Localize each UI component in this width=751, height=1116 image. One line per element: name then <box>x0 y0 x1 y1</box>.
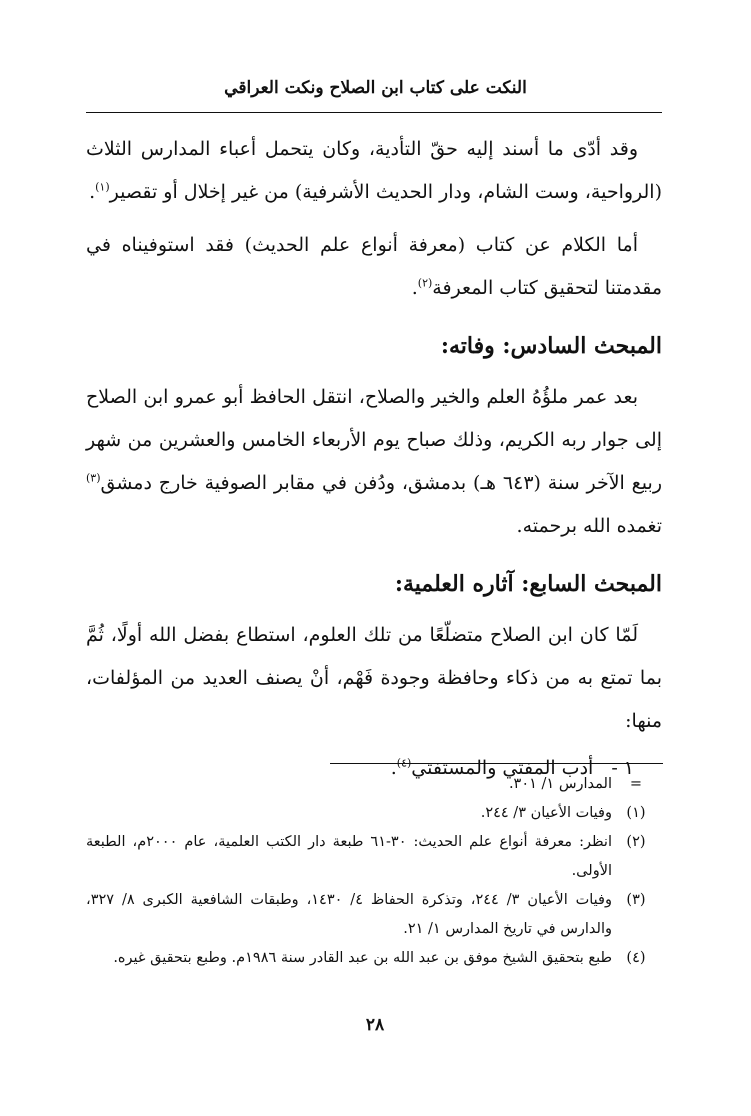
footnote-text: المدارس ١/ ٣٠١. <box>508 776 612 792</box>
paragraph-death-text: بعد عمر ملؤُهُ العلم والخير والصلاح، انتقل الحافظ أبو عمرو ابن الصلاح إلى جوار ربه الكريم، وذلك صباح يوم الأربعاء الخامس والعشرين من شهر ربيع الآخر سنة (٦٤٣ هـ) بدمشق، ودُفن في مقابر الصوفية خارج دمشق <box>86 386 662 494</box>
paragraph-book-end: . <box>411 277 418 299</box>
footnote-mark: (٢) <box>626 834 646 850</box>
footnote-2 <box>86 828 662 886</box>
footnote-text: وفيات الأعيان ٣/ ٢٤٤، وتذكرة الحفاظ ٤/ ١٤٣٠، وطبقات الشافعية الكبرى ٨/ ٣٢٧، والدارس في تاريخ المدارس ١/ ٢١. <box>86 892 612 937</box>
paragraph-death-text-end: تغمده الله برحمته. <box>516 515 662 537</box>
page-number: ٢٨ <box>365 1015 385 1035</box>
section-heading-works: المبحث السابع: آثاره العلمية: <box>394 571 662 597</box>
running-header: النكت على كتاب ابن الصلاح ونكت العراقي <box>224 78 527 98</box>
footnote-ref-2: (٢) <box>417 276 433 290</box>
footnote-text: انظر: معرفة أنواع علم الحديث: ٣٠-٦١ طبعة دار الكتب العلمية، عام ٢٠٠٠م، الطبعة الأولى. <box>86 834 612 879</box>
list-item-number: ١ - <box>611 757 634 779</box>
footnote-1 <box>86 799 662 828</box>
footnote-ref-3: (٣) <box>86 471 101 485</box>
paragraph-death <box>86 376 662 548</box>
section-heading-death: المبحث السادس: وفاته: <box>440 333 662 359</box>
header-rule <box>86 112 662 113</box>
footnote-ref-1: (١) <box>95 180 110 194</box>
list-item-text: أدب المفتي والمستفتي <box>411 757 594 779</box>
footnote-mark: (٤) <box>626 950 646 966</box>
main-text <box>86 128 662 790</box>
paragraph-schools-end: . <box>89 181 96 203</box>
paragraph-schools <box>86 128 662 214</box>
footnote-mark: (٣) <box>626 892 646 908</box>
footnote-mark: (١) <box>626 805 646 821</box>
footnote-ref-4: (٤) <box>396 756 412 770</box>
paragraph-book <box>86 224 662 310</box>
paragraph-schools-text: وقد أدّى ما أسند إليه حقّ التأدية، وكان يتحمل أعباء المدارس الثلاث (الرواحية، وست الشام، ودار الحديث الأشرفية) من غير إخلال أو تقصير <box>86 138 662 203</box>
footnote-text: وفيات الأعيان ٣/ ٢٤٤. <box>480 805 612 821</box>
footnotes <box>86 770 662 973</box>
footnote-3 <box>86 886 662 944</box>
footnote-text: طبع بتحقيق الشيخ موفق بن عبد الله بن عبد القادر سنة ١٩٨٦م. وطبع بتحقيق غيره. <box>113 950 612 966</box>
footnote-4 <box>86 944 662 973</box>
paragraph-works: لَمّا كان ابن الصلاح متضلّعًا من تلك العلوم، استطاع بفضل الله أولًا، ثُمَّ بما تمتع به من ذكاء وحافظة وجودة فَهْم، أنْ يصنف العديد من المؤلفات، منها: <box>86 624 662 732</box>
footnote-rule <box>330 763 663 764</box>
footnote-mark: = <box>629 776 643 792</box>
paragraph-book-text: أما الكلام عن كتاب (معرفة أنواع علم الحديث) فقد استوفيناه في مقدمتنا لتحقيق كتاب المعرفة <box>86 234 662 299</box>
list-item-end: . <box>390 757 397 779</box>
footnote-continuation <box>86 770 662 799</box>
